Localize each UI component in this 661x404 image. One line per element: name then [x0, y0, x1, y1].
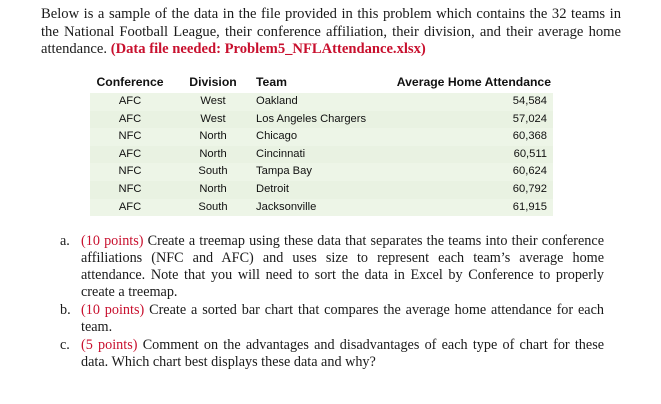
- cell-attendance: 60,511: [513, 147, 547, 160]
- table-row: [90, 146, 553, 164]
- question-points: (5 points): [81, 337, 138, 353]
- cell-team: Jacksonville: [256, 200, 317, 213]
- question-text: Create a treemap using these data that separates the teams into their conference affiliations (NFC and AFC) and uses size to represent each team’s average home attendance. Note that you will need to sort the data in Excel by Conference to properly create a treemap.: [81, 233, 604, 300]
- cell-attendance: 60,368: [512, 130, 547, 143]
- cell-conference: AFC: [118, 147, 142, 160]
- cell-conference: AFC: [118, 95, 142, 107]
- table-row: [90, 93, 553, 111]
- question-c: [60, 337, 604, 371]
- question-a: [60, 233, 604, 301]
- data-file-note: (Data file needed: Problem5_NFLAttendance.xlsx): [110, 41, 426, 57]
- question-text: Create a sorted bar chart that compares the average home attendance for each team.: [81, 302, 604, 335]
- nfl-attendance-table: [90, 71, 553, 216]
- cell-attendance: 60,792: [512, 182, 547, 195]
- table-row: [90, 181, 553, 199]
- question-list: [60, 233, 604, 372]
- cell-team: Detroit: [256, 182, 289, 195]
- table-body: [90, 93, 553, 216]
- header-attendance: Average Home Attendance: [396, 75, 551, 89]
- intro-text: Below is a sample of the data in the file provided in this problem which contains the 32 teams in the National Football League, their conference affiliation, their division, and their average home attendance.: [41, 6, 621, 57]
- header-conference: Conference: [96, 75, 164, 89]
- table-row: [90, 163, 553, 181]
- table-row: [90, 199, 553, 217]
- cell-team: Tampa Bay: [256, 165, 312, 178]
- cell-attendance: 57,024: [512, 112, 547, 125]
- problem-intro: [41, 6, 621, 59]
- cell-team: Chicago: [256, 130, 298, 143]
- cell-division: South: [198, 165, 228, 178]
- cell-division: North: [199, 182, 227, 195]
- cell-division: West: [200, 95, 226, 107]
- question-points: (10 points): [81, 233, 144, 249]
- cell-division: West: [200, 112, 226, 125]
- question-text: Comment on the advantages and disadvantages of each type of chart for these data. Which chart best displays these data and why?: [81, 337, 605, 370]
- cell-attendance: 61,915: [512, 200, 547, 213]
- cell-team: Oakland: [256, 95, 298, 107]
- cell-attendance: 54,584: [512, 95, 547, 107]
- cell-conference: AFC: [118, 200, 142, 213]
- cell-division: North: [199, 130, 227, 143]
- question-label: c.: [60, 337, 70, 353]
- cell-conference: NFC: [118, 182, 142, 195]
- table-row: [90, 128, 553, 146]
- table-row: [90, 111, 553, 129]
- header-team: Team: [256, 75, 287, 89]
- header-division: Division: [189, 75, 237, 89]
- cell-team: Los Angeles Chargers: [256, 112, 367, 125]
- cell-conference: NFC: [118, 165, 142, 178]
- cell-attendance: 60,624: [512, 165, 547, 178]
- question-label: b.: [60, 302, 71, 318]
- question-label: a.: [60, 233, 70, 249]
- question-points: (10 points): [81, 302, 145, 318]
- cell-division: North: [199, 147, 227, 160]
- cell-team: Cincinnati: [256, 147, 306, 160]
- question-b: [60, 302, 604, 336]
- table-header: [90, 71, 553, 93]
- cell-division: South: [198, 200, 228, 213]
- cell-conference: NFC: [118, 130, 142, 143]
- cell-conference: AFC: [118, 112, 142, 125]
